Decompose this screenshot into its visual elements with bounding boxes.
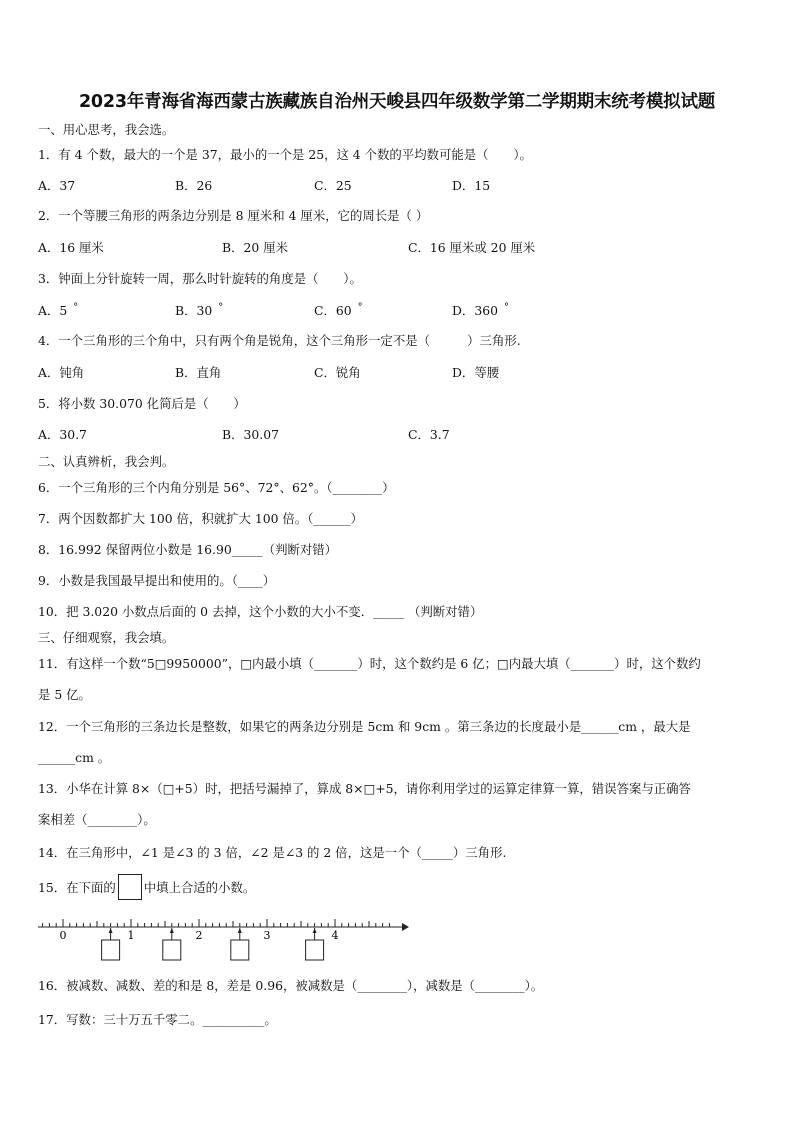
question-15 bbox=[38, 874, 255, 900]
question-1: 1．有 4 个数，最大的一个是 37，最小的一个是 25，这 4 个数的平均数可能是（ ）。 bbox=[38, 147, 532, 162]
question-2: 2．一个等腰三角形的两条边分别是 8 厘米和 4 厘米，它的周长是（ ） bbox=[38, 208, 429, 223]
pointer-arrowhead bbox=[109, 928, 113, 933]
tick-label: 4 bbox=[331, 929, 339, 942]
tick-label: 0 bbox=[59, 929, 67, 942]
q1-option-c[interactable]: C．25 bbox=[314, 178, 352, 193]
number-line bbox=[38, 910, 410, 966]
q5-option-a[interactable]: A．30.7 bbox=[38, 427, 87, 442]
q2-option-a[interactable]: A．16 厘米 bbox=[38, 240, 104, 255]
question-15-lead: 15．在下面的 bbox=[38, 880, 116, 895]
page-title: 2023年青海省海西蒙古族藏族自治州天峻县四年级数学第二学期期末统考模拟试题 bbox=[78, 92, 716, 112]
question-14: 14．在三角形中，∠1 是∠3 的 3 倍，∠2 是∠3 的 2 倍，这是一个（_____）三角形. bbox=[38, 845, 507, 860]
question-4: 4．一个三角形的三个角中，只有两个角是锐角，这个三角形一定不是（ ）三角形. bbox=[38, 333, 521, 348]
q3-option-d[interactable] bbox=[452, 303, 509, 321]
q2-option-b[interactable]: B．20 厘米 bbox=[222, 240, 288, 255]
tick-label: 2 bbox=[195, 929, 203, 942]
q1-option-b[interactable]: B．26 bbox=[175, 178, 213, 193]
q3-option-b[interactable] bbox=[175, 303, 223, 321]
number-line-ticks bbox=[43, 919, 390, 927]
q3-option-b-label: B．30 bbox=[175, 303, 213, 318]
number-line-arrow bbox=[402, 923, 409, 931]
number-line-answer-boxes bbox=[102, 928, 324, 960]
tick-label: 3 bbox=[263, 929, 271, 942]
q2-option-c[interactable]: C．16 厘米或 20 厘米 bbox=[408, 240, 536, 255]
q3-option-d-label: D．360 bbox=[452, 303, 498, 318]
question-15-tail: 中填上合适的小数。 bbox=[143, 880, 256, 895]
question-10: 10．把 3.020 小数点后面的 0 去掉，这个小数的大小不变．_____ （判断对错） bbox=[38, 604, 483, 619]
section-heading-choice: 一、用心思考，我会选。 bbox=[38, 122, 175, 137]
q3-option-a[interactable] bbox=[38, 303, 78, 321]
q5-option-b[interactable]: B．30.07 bbox=[222, 427, 279, 442]
answer-box[interactable] bbox=[306, 940, 324, 960]
degree-mark: ° bbox=[73, 302, 79, 313]
question-6: 6．一个三角形的三个内角分别是 56°、72°、62°。（________） bbox=[38, 480, 395, 495]
question-16: 16．被减数、减数、差的和是 8，差是 0.96，被减数是（________），减数是（________）。 bbox=[38, 978, 544, 993]
degree-mark: ° bbox=[357, 302, 363, 313]
question-3: 3．钟面上分针旋转一周，那么时针旋转的角度是（ ）。 bbox=[38, 271, 362, 286]
question-9: 9．小数是我国最早提出和使用的。（____） bbox=[38, 573, 276, 588]
degree-mark: ° bbox=[503, 302, 509, 313]
q5-option-c[interactable]: C．3.7 bbox=[408, 427, 450, 442]
question-13-line-1: 13．小华在计算 8×（□+5）时，把括号漏掉了，算成 8×□+5，请你利用学过的运算定律算一算，错误答案与正确答 bbox=[38, 781, 691, 796]
degree-mark: ° bbox=[218, 302, 224, 313]
question-11-line-1: 11．有这样一个数“5□9950000”，□内最小填（_______）时，这个数约是 6 亿；□内最大填（_______）时，这个数约 bbox=[38, 656, 701, 671]
q4-option-b[interactable]: B．直角 bbox=[175, 365, 222, 380]
q4-option-d[interactable]: D．等腰 bbox=[452, 365, 500, 380]
q3-option-c[interactable] bbox=[314, 303, 363, 321]
question-12-line-2: ______cm 。 bbox=[38, 750, 111, 765]
question-17: 17．写数：三十万五千零二。__________。 bbox=[38, 1012, 277, 1027]
q1-option-a[interactable]: A．37 bbox=[38, 178, 76, 193]
question-8: 8．16.992 保留两位小数是 16.90_____（判断对错） bbox=[38, 542, 338, 557]
q3-option-a-label: A．5 bbox=[38, 303, 68, 318]
question-13-line-2: 案相差（________）。 bbox=[38, 812, 156, 827]
section-heading-judge: 二、认真辨析，我会判。 bbox=[38, 454, 175, 469]
pointer-arrowhead bbox=[313, 928, 317, 933]
question-12-line-1: 12．一个三角形的三条边长是整数，如果它的两条边分别是 5cm 和 9cm 。第三条边的长度最小是______cm ，最大是 bbox=[38, 719, 691, 734]
answer-box[interactable] bbox=[231, 940, 249, 960]
q4-option-c[interactable]: C．锐角 bbox=[314, 365, 361, 380]
tick-label: 1 bbox=[127, 929, 135, 942]
answer-box-sample bbox=[118, 874, 142, 900]
pointer-arrowhead bbox=[170, 928, 174, 933]
answer-box[interactable] bbox=[163, 940, 181, 960]
question-11-line-2: 是 5 亿。 bbox=[38, 687, 91, 702]
question-7: 7．两个因数都扩大 100 倍，积就扩大 100 倍。（______） bbox=[38, 511, 363, 526]
q3-option-c-label: C．60 bbox=[314, 303, 352, 318]
answer-box[interactable] bbox=[102, 940, 120, 960]
q1-option-d[interactable]: D．15 bbox=[452, 178, 491, 193]
section-heading-fill: 三、仔细观察，我会填。 bbox=[38, 630, 175, 645]
pointer-arrowhead bbox=[238, 928, 242, 933]
question-5: 5．将小数 30.070 化简后是（ ） bbox=[38, 396, 246, 411]
q4-option-a[interactable]: A．钝角 bbox=[38, 365, 85, 380]
